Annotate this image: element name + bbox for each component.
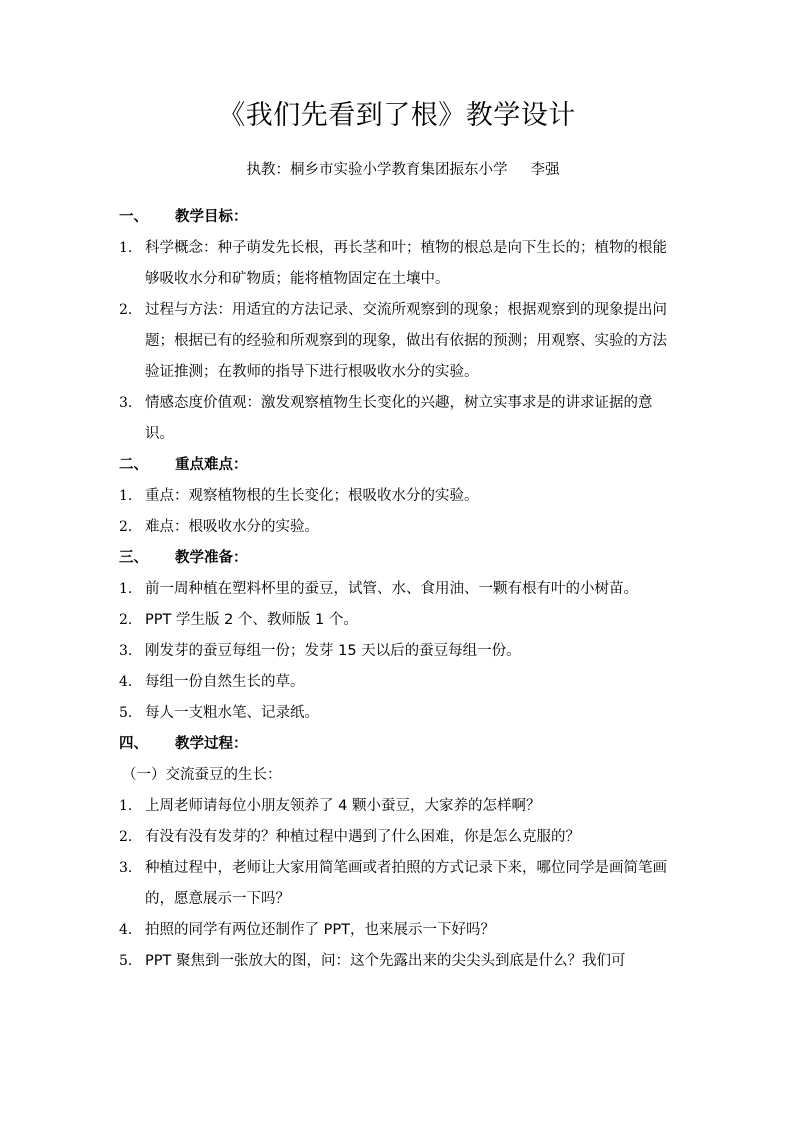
subsection-heading: （一）交流蚕豆的生长： [122,767,282,783]
item-text: PPT 聚焦到一张放大的图，问：这个先露出来的尖尖头到底是什么？我们可 [145,953,626,969]
item-text: 种植过程中，老师让大家用简笔画或者拍照的方式记录下来，哪位同学是画简笔画的，愿意展示一下吗？ [145,860,667,907]
item-text: 拍照的同学有两位还制作了 PPT，也来展示一下好吗？ [145,922,495,938]
item-number: 2. [119,612,133,628]
list-item [119,822,679,853]
item-number: 3. [119,395,133,411]
item-number: 5. [119,953,133,969]
section-title: 教学目标： [175,209,248,225]
section-heading [119,543,679,574]
section-number: 三、 [119,550,148,566]
list-item [119,791,679,822]
section-heading [119,202,679,233]
list-item [119,698,679,729]
list-item [119,636,679,667]
item-number: 5. [119,705,133,721]
list-item [119,605,679,636]
item-text: PPT 学生版 2 个、教师版 1 个。 [145,612,358,628]
list-item [119,946,679,977]
item-text: 每人一支粗水笔、记录纸。 [145,705,319,721]
list-item [119,388,679,450]
item-number: 4. [119,674,133,690]
item-number: 3. [119,860,133,876]
item-text: 过程与方法：用适宜的方法记录、交流所观察到的现象；根据观察到的现象提出问题；根据已有的经验和所观察到的现象，做出有依据的预测；用观察、实验的方法验证推测；在教师的指导下进行根吸收水分的实验。 [145,302,667,380]
item-number: 2. [119,302,133,318]
item-number: 4. [119,922,133,938]
section-title: 重点难点： [175,457,248,473]
list-item [119,481,679,512]
item-text: 每组一份自然生长的草。 [145,674,305,690]
section-number: 四、 [119,736,148,752]
section-heading [119,729,679,760]
item-number: 1. [119,488,133,504]
author-line: 执教：桐乡市实验小学教育集团振东小学 李强 [246,162,560,178]
section-number: 一、 [119,209,148,225]
document-body [119,202,679,977]
document-title: 《我们先看到了根》教学设计 [218,100,576,131]
section-heading [119,450,679,481]
item-text: 刚发芽的蚕豆每组一份；发芽 15 天以后的蚕豆每组一份。 [145,643,521,659]
item-text: 上周老师请每位小朋友领养了 4 颗小蚕豆，大家养的怎样啊？ [145,798,541,814]
section-title: 教学过程： [175,736,248,752]
item-text: 有没有没有发芽的？种植过程中遇到了什么困难，你是怎么克服的？ [145,829,580,845]
item-text: 科学概念：种子萌发先长根，再长茎和叶；植物的根总是向下生长的；植物的根能够吸收水分和矿物质；能将植物固定在土壤中。 [145,240,667,287]
item-text: 重点：观察植物根的生长变化；根吸收水分的实验。 [145,488,479,504]
list-item [119,667,679,698]
section-number: 二、 [119,457,148,473]
list-item [119,853,679,915]
item-number: 2. [119,519,133,535]
item-number: 1. [119,240,133,256]
item-text: 前一周种植在塑料杯里的蚕豆，试管、水、食用油、一颗有根有叶的小树苗。 [145,581,638,597]
item-number: 1. [119,798,133,814]
list-item [119,574,679,605]
list-item [119,295,679,388]
item-number: 3. [119,643,133,659]
item-text: 情感态度价值观：激发观察植物生长变化的兴趣，树立实事求是的讲求证据的意识。 [145,395,653,442]
item-number: 1. [119,581,133,597]
item-number: 2. [119,829,133,845]
item-text: 难点：根吸收水分的实验。 [145,519,319,535]
list-item [119,512,679,543]
list-item [119,233,679,295]
section-title: 教学准备： [175,550,248,566]
list-item [119,915,679,946]
